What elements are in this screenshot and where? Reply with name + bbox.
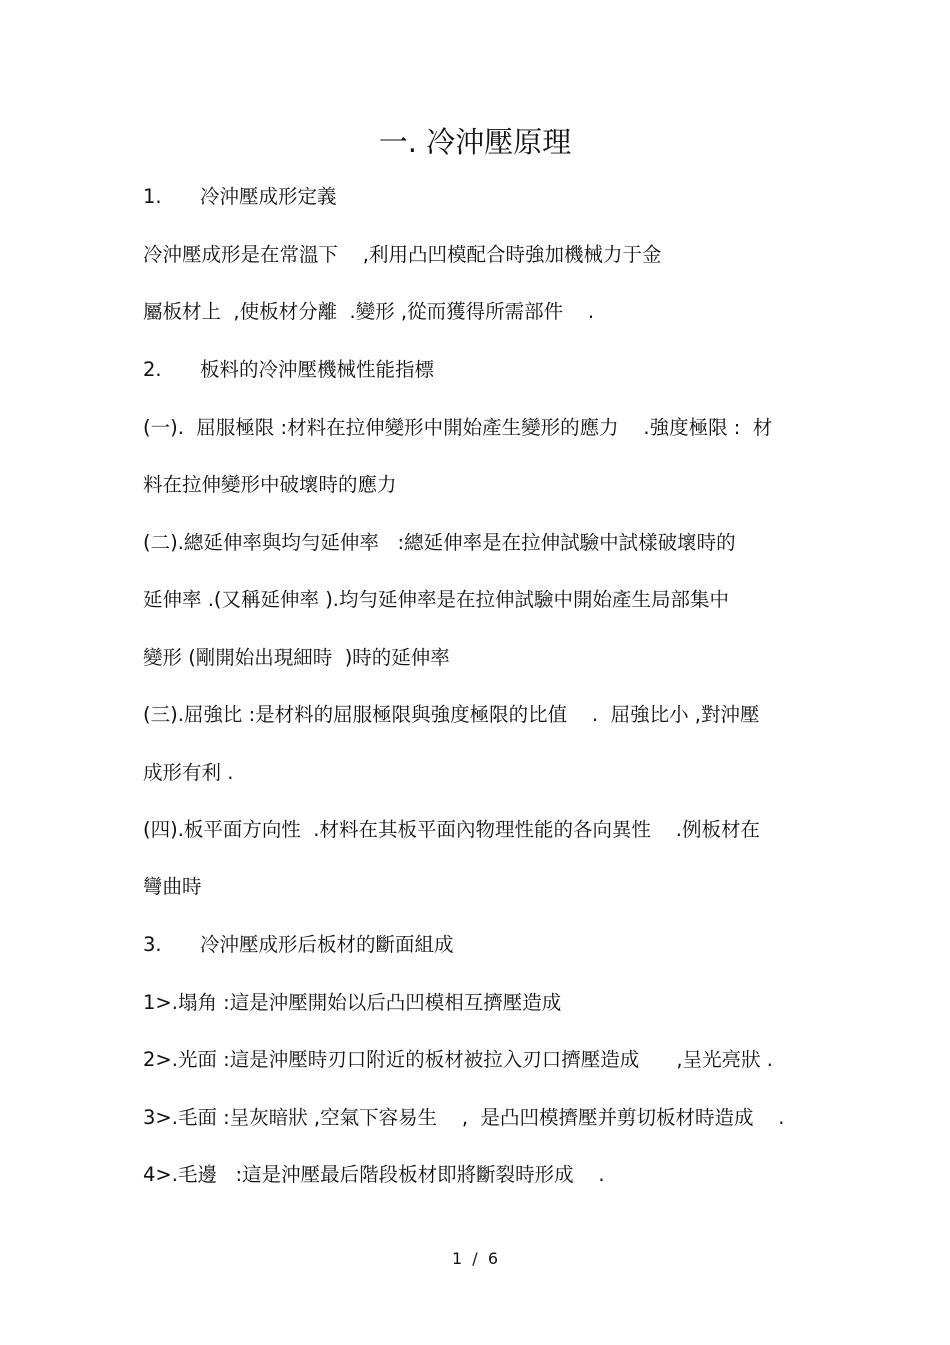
paragraph-line: 冷沖壓成形是在常溫下 ,利用凸凹模配合時強加機械力于金 (143, 243, 662, 266)
section-heading-text: 板料的冷沖壓機械性能指標 (200, 358, 435, 381)
section-number: 1. (143, 185, 162, 208)
section-heading-3 (143, 931, 454, 959)
paragraph-line: (三).屈強比 :是材料的屈服極限與強度極限的比值 . 屈強比小 ,對沖壓 (143, 703, 760, 726)
page-title: 一. 冷沖壓原理 (378, 125, 572, 159)
paragraph-line: 成形有利 . (143, 761, 234, 784)
section-number: 3. (143, 933, 162, 956)
list-item: 2>.光面 :這是沖壓時刃口附近的板材被拉入刃口擠壓造成 ,呈光亮狀 . (143, 1048, 773, 1071)
section-heading-text: 冷沖壓成形定義 (200, 185, 337, 208)
list-item: 3>.毛面 :呈灰暗狀 ,空氣下容易生 , 是凸凹模擠壓并剪切板材時造成 . (143, 1106, 785, 1129)
section-heading-1 (143, 183, 337, 211)
paragraph-line: (二).總延伸率與均勻延伸率 :總延伸率是在拉伸試驗中試樣破壞時的 (143, 531, 736, 554)
paragraph-line: 屬板材上 ,使板材分離 .變形 ,從而獲得所需部件 . (143, 300, 595, 323)
paragraph-line: 變形 (剛開始出現細時 )時的延伸率 (143, 646, 450, 669)
section-heading-2 (143, 356, 434, 384)
list-item: 1>.塌角 :這是沖壓開始以后凸凹模相互擠壓造成 (143, 991, 562, 1014)
section-number: 2. (143, 358, 162, 381)
page-number: 1 / 6 (451, 1249, 499, 1268)
paragraph-line: (四).板平面方向性 .材料在其板平面內物理性能的各向異性 .例板材在 (143, 818, 761, 841)
section-heading-text: 冷沖壓成形后板材的斷面組成 (200, 933, 454, 956)
paragraph-line: 彎曲時 (143, 875, 202, 898)
list-item: 4>.毛邊 :這是沖壓最后階段板材即將斷裂時形成 . (143, 1163, 605, 1186)
paragraph-line: (一). 屈服極限 :材料在拉伸變形中開始產生變形的應力 .強度極限 : 材 (143, 416, 773, 439)
paragraph-line: 料在拉伸變形中破壞時的應力 (143, 473, 397, 496)
paragraph-line: 延伸率 .(又稱延伸率 ).均勻延伸率是在拉伸試驗中開始產生局部集中 (143, 588, 730, 611)
